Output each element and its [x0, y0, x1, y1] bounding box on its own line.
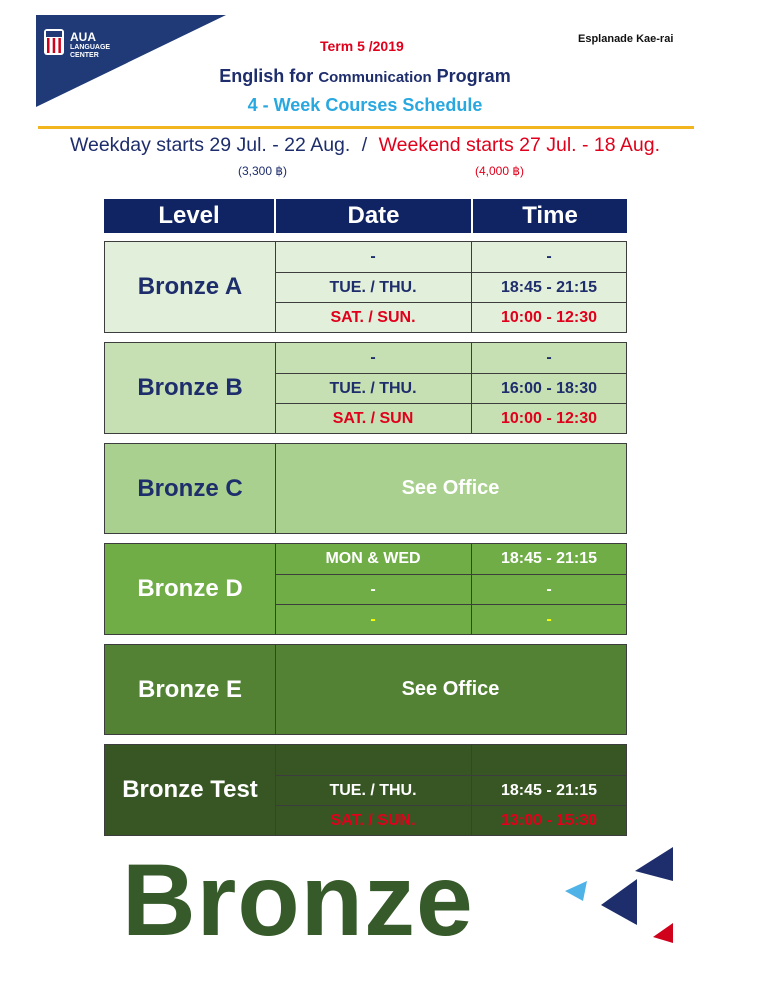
dates-separator: /: [361, 134, 368, 156]
date-cell: -: [275, 605, 472, 635]
term-dates: [0, 134, 730, 157]
date-cell: -: [275, 343, 472, 373]
program-title-part2: Communication: [318, 69, 432, 86]
date-cell: TUE. / THU.: [275, 776, 472, 806]
date-cell: TUE. / THU.: [275, 273, 472, 303]
logo-text-language: LANGUAGE: [70, 44, 111, 51]
term-label: Term 5 /2019: [320, 38, 404, 54]
date-cell: SAT. / SUN.: [275, 806, 472, 836]
aua-logo-banner: [36, 15, 226, 107]
time-cell: 10:00 - 12:30: [500, 410, 598, 427]
level-block-bronze-c: [104, 443, 627, 534]
date-cell: TUE. / THU.: [275, 374, 472, 404]
date-cell: -: [275, 575, 472, 605]
schedule-row: [275, 775, 626, 806]
shield-icon: [44, 29, 64, 55]
date-cell: [275, 745, 472, 775]
see-office-note: See Office: [401, 678, 500, 700]
program-title-part3: Program: [436, 66, 511, 86]
column-header-date: Date: [276, 199, 471, 233]
weekend-dates: Weekend starts 27 Jul. - 18 Aug.: [378, 134, 661, 156]
time-cell: -: [546, 248, 552, 265]
date-cell: SAT. / SUN: [275, 404, 472, 434]
schedule-row: [275, 242, 626, 272]
schedule-title: 4 - Week Courses Schedule: [247, 95, 483, 115]
date-cell: MON & WED: [275, 544, 472, 574]
time-cell: 18:45 - 21:15: [500, 279, 598, 296]
date-cell: -: [275, 242, 472, 272]
time-cell: -: [546, 611, 552, 628]
time-cell: 16:00 - 18:30: [500, 380, 598, 397]
schedule-row: [275, 373, 626, 404]
level-name: Bronze B: [105, 343, 276, 433]
level-name: Bronze D: [105, 544, 276, 634]
program-title-part1: English for: [219, 66, 314, 86]
level-name: Bronze A: [105, 242, 276, 332]
branch-name: Esplanade Kae-rai: [578, 33, 674, 45]
level-name: Bronze Test: [105, 745, 276, 835]
schedule-row: [275, 343, 626, 373]
bronze-heading: Bronze: [122, 843, 474, 957]
schedule-row: [275, 544, 626, 574]
time-cell: 18:45 - 21:15: [500, 550, 598, 567]
schedule-row: [275, 272, 626, 303]
schedule-row: [275, 574, 626, 605]
schedule-row: [275, 604, 626, 635]
decorative-triangles-icon: [565, 845, 685, 945]
gold-divider: [38, 126, 694, 129]
level-name: Bronze E: [105, 645, 276, 734]
schedule-row: [275, 745, 626, 775]
schedule-row: [275, 805, 626, 836]
column-header-time: Time: [473, 199, 627, 233]
see-office-note: See Office: [401, 477, 500, 499]
schedule-row: [275, 403, 626, 434]
time-cell: 18:45 - 21:15: [500, 782, 598, 799]
level-name: Bronze C: [105, 444, 276, 533]
time-cell: [472, 745, 626, 775]
weekday-dates: Weekday starts 29 Jul. - 22 Aug.: [69, 134, 351, 156]
weekday-price: (3,300 ฿): [238, 164, 287, 178]
program-title: [0, 66, 730, 87]
date-cell: SAT. / SUN.: [275, 303, 472, 333]
column-header-level: Level: [104, 199, 274, 233]
level-block-bronze-b: [104, 342, 627, 434]
time-cell: 10:00 - 12:30: [500, 309, 598, 326]
time-cell: -: [546, 581, 552, 598]
schedule-row: [275, 302, 626, 333]
logo-text-aua: AUA: [70, 30, 96, 44]
logo-text-center: CENTER: [70, 52, 99, 59]
weekend-price: (4,000 ฿): [475, 164, 524, 178]
level-block-bronze-test: [104, 744, 627, 836]
level-block-bronze-d: [104, 543, 627, 635]
level-block-bronze-e: [104, 644, 627, 735]
time-cell: -: [546, 349, 552, 366]
level-block-bronze-a: [104, 241, 627, 333]
time-cell: 13:00 - 15:30: [500, 812, 598, 829]
